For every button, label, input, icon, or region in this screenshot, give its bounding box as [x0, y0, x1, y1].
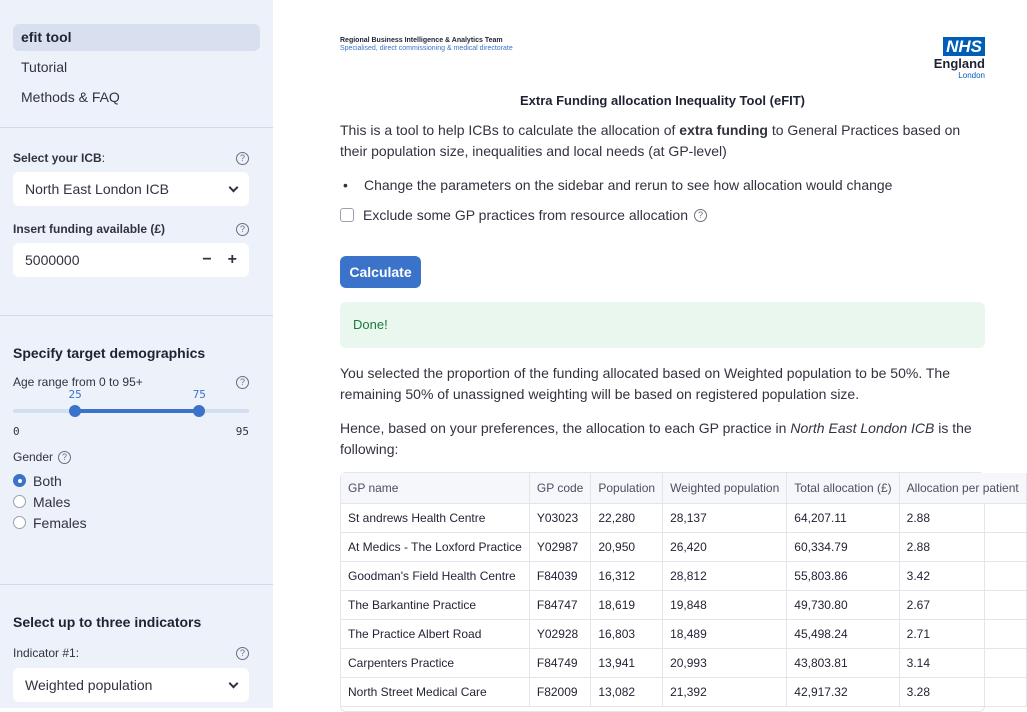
- nav-item-efit-tool[interactable]: efit tool: [13, 24, 260, 51]
- column-header[interactable]: GP code: [529, 473, 590, 503]
- page-title: Extra Funding allocation Inequality Tool (eFIT): [519, 93, 806, 108]
- help-icon[interactable]: ?: [236, 223, 249, 236]
- radio-icon[interactable]: [13, 516, 26, 529]
- gender-label: Gender: [13, 450, 54, 464]
- table-cell: 19,848: [663, 590, 787, 619]
- nhs-england-logo: NHS England London: [933, 37, 985, 80]
- table-cell: 49,730.80: [787, 590, 899, 619]
- success-alert: Done!: [340, 302, 985, 348]
- table-cell: The Practice Albert Road: [341, 619, 529, 648]
- table-cell: Y02987: [529, 532, 590, 561]
- instruction-bullet: • Change the parameters on the sidebar and rerun to see how allocation would change: [343, 177, 893, 193]
- gender-option-both[interactable]: Both: [13, 470, 249, 491]
- table-cell: 28,137: [663, 503, 787, 532]
- org-header: [340, 37, 513, 53]
- icb-select-label: Select your ICB: [13, 151, 102, 165]
- table-cell: 26,420: [663, 532, 787, 561]
- table-cell: 64,207.11: [787, 503, 899, 532]
- indicators-section: [13, 614, 249, 702]
- indicators-title: Select up to three indicators: [13, 614, 202, 630]
- table-cell: 2.67: [899, 590, 1026, 619]
- column-header[interactable]: Total allocation (£): [787, 473, 899, 503]
- chevron-down-icon: [229, 182, 239, 192]
- funding-label: Insert funding available (£): [13, 222, 166, 236]
- table-row: [341, 503, 1026, 532]
- allocation-table[interactable]: [340, 472, 1019, 712]
- weighting-summary-text: You selected the proportion of the funding allocated based on Weighted population to be 50%. The remaining 50% of unassigned weighting will be based on registered population size.: [340, 365, 950, 402]
- table-cell: 42,917.32: [787, 677, 899, 706]
- demographics-section: [13, 345, 249, 533]
- indicator1-label: Indicator #1:: [13, 646, 80, 660]
- column-header[interactable]: Allocation per patient: [899, 473, 1026, 503]
- table-cell: 22,280: [591, 503, 663, 532]
- sidebar-nav: [0, 0, 273, 111]
- checkbox-icon[interactable]: [340, 208, 354, 222]
- table-cell: F84747: [529, 590, 590, 619]
- main-content: [340, 0, 1019, 708]
- table-cell: F84039: [529, 561, 590, 590]
- demographics-title: Specify target demographics: [13, 345, 206, 361]
- table-row: [341, 648, 1026, 677]
- column-header[interactable]: Weighted population: [663, 473, 787, 503]
- sidebar-divider: [0, 127, 273, 128]
- gender-option-males[interactable]: Males: [13, 491, 249, 512]
- table-cell: 13,082: [591, 677, 663, 706]
- table-cell: Y03023: [529, 503, 590, 532]
- table-cell: 3.28: [899, 677, 1026, 706]
- slider-low-value: 25: [68, 388, 82, 401]
- table-cell: 20,993: [663, 648, 787, 677]
- table-row: [341, 561, 1026, 590]
- table-cell: Carpenters Practice: [341, 648, 529, 677]
- org-team-name: Regional Business Intelligence & Analytics Team: [340, 37, 503, 44]
- sidebar-divider: [0, 584, 273, 585]
- table-header-row: [341, 473, 1026, 503]
- slider-fill: [75, 409, 199, 413]
- table-cell: St andrews Health Centre: [341, 503, 529, 532]
- nav-item-methods-faq[interactable]: Methods & FAQ: [21, 89, 120, 105]
- table-cell: 2.71: [899, 619, 1026, 648]
- icb-select-value: North East London ICB: [25, 181, 169, 197]
- help-icon[interactable]: ?: [694, 209, 707, 222]
- table-cell: Goodman's Field Health Centre: [341, 561, 529, 590]
- chevron-down-icon: [229, 678, 239, 688]
- org-directorate: Specialised, direct commissioning & medical directorate: [340, 45, 513, 52]
- icb-select-group: Select your ICB: ? North East London ICB: [13, 148, 249, 206]
- table-cell: 21,392: [663, 677, 787, 706]
- column-header[interactable]: GP name: [341, 473, 529, 503]
- indicator1-value: Weighted population: [25, 677, 153, 693]
- slider-max-label: 95: [235, 425, 249, 438]
- icb-select[interactable]: [13, 172, 249, 206]
- table-cell: Y02928: [529, 619, 590, 648]
- table-cell: 55,803.86: [787, 561, 899, 590]
- increment-button[interactable]: +: [227, 251, 237, 268]
- nav-item-tutorial[interactable]: Tutorial: [21, 59, 68, 75]
- table-cell: The Barkantine Practice: [341, 590, 529, 619]
- table-row: [341, 590, 1026, 619]
- exclude-practices-label[interactable]: Exclude some GP practices from resource allocation: [363, 207, 688, 223]
- table-cell: 2.88: [899, 503, 1026, 532]
- table-cell: 60,334.79: [787, 532, 899, 561]
- calculate-button[interactable]: Calculate: [340, 256, 421, 288]
- table-cell: 2.88: [899, 532, 1026, 561]
- table-row: [341, 619, 1026, 648]
- table-cell: 13,941: [591, 648, 663, 677]
- funding-value[interactable]: 5000000: [25, 252, 80, 268]
- indicator1-select[interactable]: [13, 668, 249, 702]
- help-icon[interactable]: ?: [236, 376, 249, 389]
- help-icon[interactable]: ?: [236, 647, 249, 660]
- table-cell: F82009: [529, 677, 590, 706]
- table-cell: 45,498.24: [787, 619, 899, 648]
- decrement-button[interactable]: −: [202, 251, 212, 268]
- slider-thumb-high[interactable]: [193, 405, 205, 417]
- sidebar: [0, 0, 273, 708]
- table-cell: 20,950: [591, 532, 663, 561]
- table-cell: At Medics - The Loxford Practice: [341, 532, 529, 561]
- table-row: [341, 677, 1026, 706]
- radio-selected-icon[interactable]: [13, 474, 26, 487]
- help-icon[interactable]: ?: [236, 152, 249, 165]
- intro-text: This is a tool to help ICBs to calculate the allocation of extra funding to General Practices based on their population size, inequalities and local needs (at GP-level): [340, 122, 961, 159]
- table-cell: North Street Medical Care: [341, 677, 529, 706]
- help-icon[interactable]: ?: [58, 451, 71, 464]
- radio-icon[interactable]: [13, 495, 26, 508]
- gender-radio-group: [13, 470, 249, 533]
- table-cell: 18,619: [591, 590, 663, 619]
- sidebar-divider: [0, 315, 273, 316]
- age-range-label: Age range from 0 to 95+: [13, 375, 143, 389]
- slider-thumb-low[interactable]: [69, 405, 81, 417]
- allocation-intro-text: Hence, based on your preferences, the allocation to each GP practice in North East London ICB is the following:: [340, 420, 972, 457]
- gender-option-females[interactable]: Females: [13, 512, 249, 533]
- table-cell: 43,803.81: [787, 648, 899, 677]
- funding-input-group: [13, 219, 249, 277]
- table-cell: 16,312: [591, 561, 663, 590]
- table-cell: 16,803: [591, 619, 663, 648]
- slider-high-value: 75: [192, 388, 206, 401]
- column-header[interactable]: Population: [591, 473, 663, 503]
- table-cell: 3.42: [899, 561, 1026, 590]
- slider-min-label: 0: [13, 425, 20, 438]
- table-cell: 28,812: [663, 561, 787, 590]
- table-cell: 3.14: [899, 648, 1026, 677]
- table-row: [341, 532, 1026, 561]
- table-cell: 18,489: [663, 619, 787, 648]
- exclude-practices-checkbox[interactable]: [340, 207, 707, 223]
- funding-input[interactable]: [13, 243, 249, 277]
- age-range-slider[interactable]: [13, 383, 249, 433]
- table-cell: F84749: [529, 648, 590, 677]
